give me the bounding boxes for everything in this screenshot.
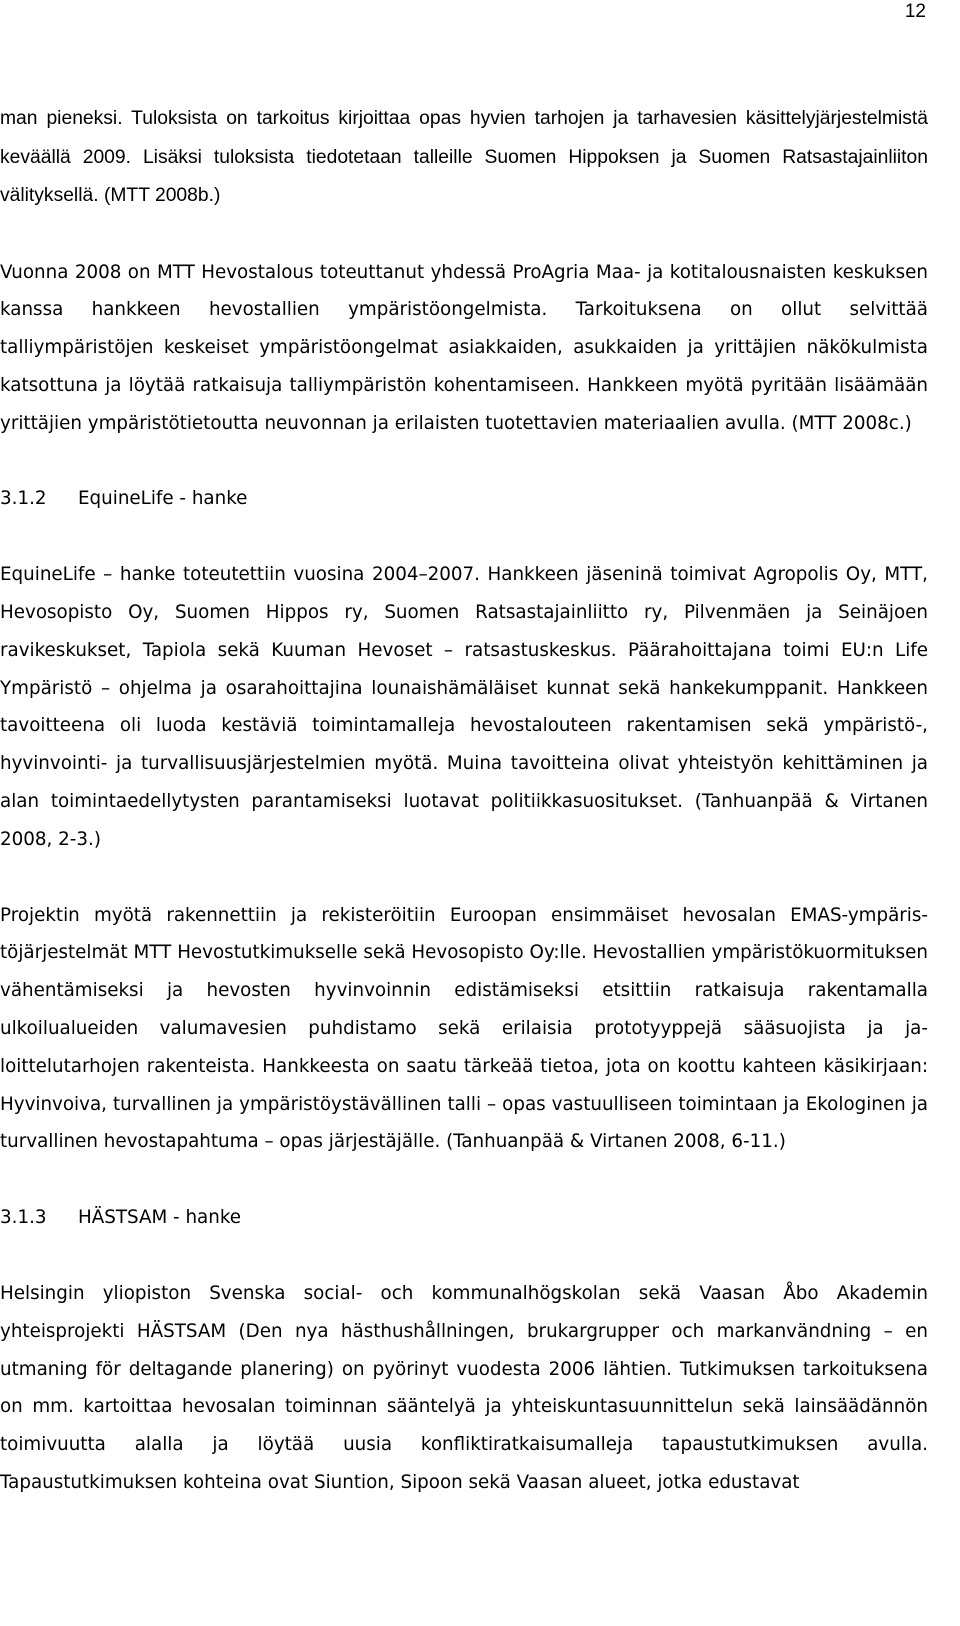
paragraph-gap [0, 1161, 928, 1199]
section-heading-equinelife [0, 480, 928, 518]
paragraph-mtt-hevostalous: Vuonna 2008 on MTT Hevostalous toteuttanut yhdessä ProAgria Maa- ja kotitalousnaisten keskuksen kanssa hankkeen hevostallien ympäristöongelmista. Tarkoituksena on ollut selvittää talliympäristöjen keskeiset ympäristöongelmat asiakkaiden, asukkaiden ja yrittäjien näkökulmista katsottuna ja löytää ratkaisuja talliympäristön kohentamiseen. Hankkeen myötä pyritään lisäämään yrittäjien ympäristötietoutta neuvonnan ja erilaisten tuotettavien materiaalien avulla. (MTT 2008c.) [0, 261, 928, 434]
page-number: 12 [904, 1, 926, 22]
paragraph-tarhat-opas: man pieneksi. Tuloksista on tarkoitus kirjoittaa opas hyvien tarhojen ja tarhavesien käsittelyjärjestelmistä keväällä 2009. Lisäksi tuloksista tiedotetaan talleille Suomen Hippoksen ja Suomen Ratsastajainliiton välityksellä. (MTT 2008b.) [0, 108, 928, 206]
paragraph-emas: Projektin myötä rakennettiin ja rekisteröitiin Euroopan ensimmäiset hevosalan EMAS-ympäristöjärjestelmät MTT Hevostutkimukselle sekä Hevosopisto Oy:lle. Hevostallien ympäristökuormituksen vähentämiseksi ja hevosten hyvinvoinnin edistämiseksi etsittiin ratkaisuja rakentamalla ulkoilualueiden valumavesien puhdistamo sekä erilaisia prototyyppejä sääsuojista ja jaloittelutarhojen rakenteista. Hankkeesta on saatu tärkeää tietoa, jota on koottu kahteen käsikirjaan: Hyvinvoiva, turvallinen ja ympäristöystävällinen talli – opas vastuulliseen toimintaan ja Ekologinen ja turvallinen hevostapahtuma – opas järjestäjälle. (Tanhuanpää & Virtanen 2008, 6-11.) [0, 904, 928, 1153]
paragraph-equinelife: EquineLife – hanke toteutettiin vuosina 2004–2007. Hankkeen jäseninä toimivat Agropolis Oy, MTT, Hevosopisto Oy, Suomen Hippos ry, Suomen Ratsastajainliitto ry, Pilvenmäen ja Seinäjoen ravikeskukset, Tapiola sekä Kuuman Hevoset – ratsastuskeskus. Päärahoittajana toimi EU:n Life Ympäristö – ohjelma ja osarahoittajina lounaishämäläiset kunnat sekä hankekumppanit. Hankkeen tavoitteena oli luoda kestäviä toimintamalleja hevostalouteen rakentamisen sekä ympäristö-, hyvinvointi- ja turvallisuusjärjestelmien myötä. Muina tavoitteina olivat yhteistyön kehittäminen ja alan toimintaedellytysten parantamiseksi luotavat politiikkasuositukset. (Tanhuanpää & Virtanen 2008, 2-3.) [0, 564, 928, 850]
section-number: 3.1.2 [0, 488, 47, 510]
paragraph-gap [0, 518, 928, 556]
section-title: HÄSTSAM - hanke [78, 1207, 242, 1229]
paragraph-hastsam: Helsingin yliopiston Svenska social- och kommunalhögskolan sekä Vaasan Åbo Akademin yhteisprojekti HÄSTSAM (Den nya hästhushållningen, brukargrupper och markanvändning – en utmaning för deltagande planering) on pyörinyt vuodesta 2006 lähtien. Tutkimuksen tarkoituksena on mm. kartoittaa hevosalan toiminnan sääntelyä ja yhteiskuntasuunnittelun sekä lainsäädännön toimivuutta alalla ja löytää uusia konfliktiratkaisumalleja tapaustutkimuksen avulla. Tapaustutkimuksen kohteina ovat Siuntion, Sipoon sekä Vaasan alueet, jotka edustavat [0, 1283, 928, 1494]
section-heading-hastsam [0, 1199, 928, 1237]
paragraph-gap [0, 442, 928, 480]
paragraph-gap [0, 859, 928, 897]
paragraph-gap [0, 1237, 928, 1275]
section-title: EquineLife - hanke [78, 488, 248, 510]
paragraph-gap [0, 216, 928, 254]
section-number: 3.1.3 [0, 1207, 47, 1229]
document-body [0, 100, 928, 1502]
